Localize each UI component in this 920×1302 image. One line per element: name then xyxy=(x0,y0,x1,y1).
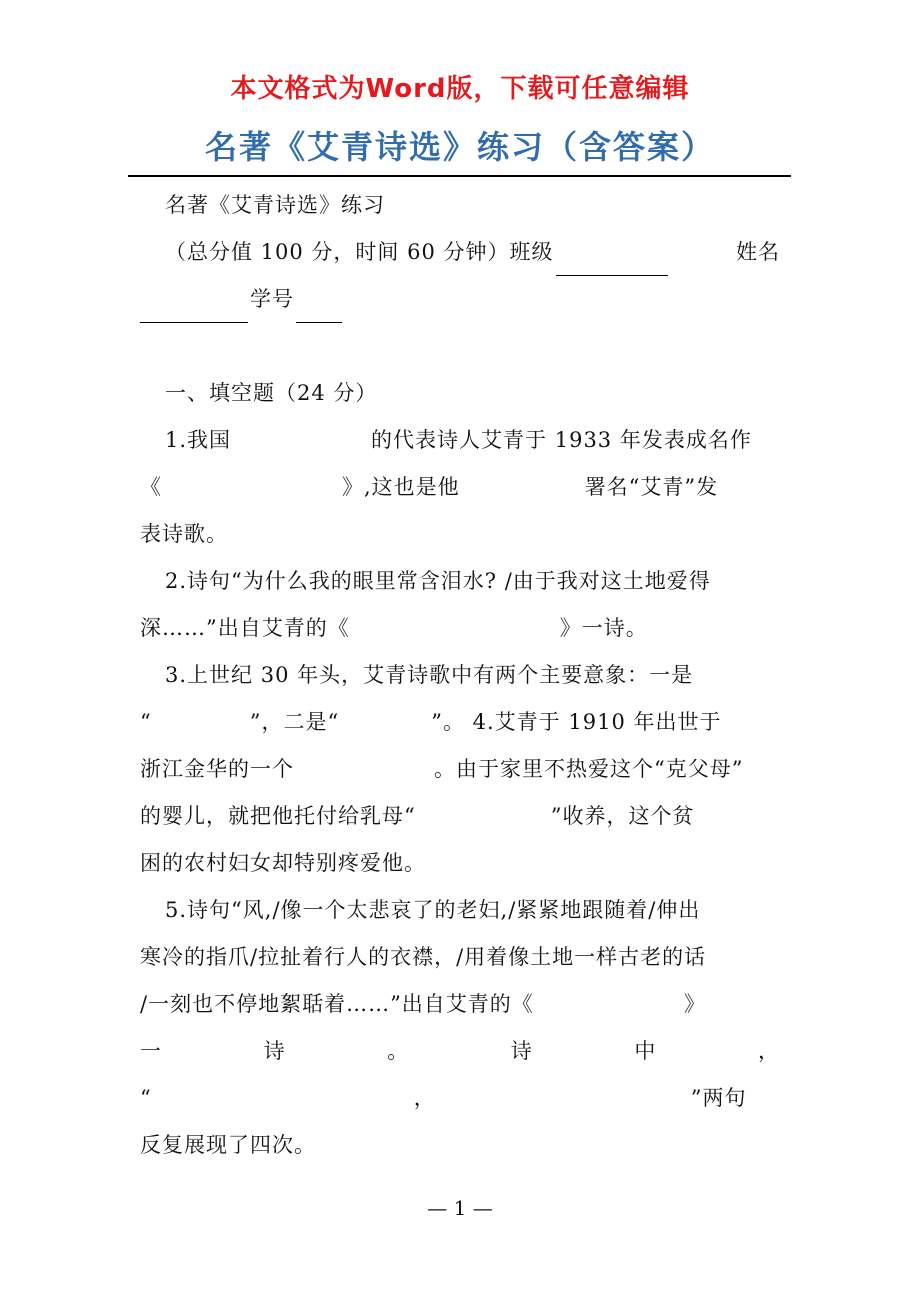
q3-text-a: “ xyxy=(140,710,152,734)
question-1-line-2 xyxy=(140,464,780,511)
q2-text-b: 》一诗。 xyxy=(559,616,648,640)
q5-word-6: ， xyxy=(757,1039,780,1063)
question-2-line-1: 2.诗句“为什么我的眼里常含泪水? /由于我对这土地爱得 xyxy=(165,569,711,593)
question-3-line-1: 3.上世纪 30 年头，艾青诗歌中有两个主要意象：一是 xyxy=(165,663,694,687)
page-number: — 1 — xyxy=(427,1196,493,1220)
q4-text-a: 浙江金华的一个 xyxy=(140,757,294,781)
question-4-line-3: 困的农村妇女却特别疼爱他。 xyxy=(140,851,426,875)
student-info-line xyxy=(140,276,780,323)
question-5-line-4 xyxy=(140,1028,780,1075)
name-label: 姓名 xyxy=(736,240,780,264)
question-4-line-2 xyxy=(140,793,780,840)
question-1-line-1 xyxy=(140,417,780,464)
document-body xyxy=(140,182,780,1169)
question-1-line-3: 表诗歌。 xyxy=(140,522,228,546)
name-blank[interactable] xyxy=(140,292,248,323)
q2-text-a: 深……”出自艾青的《 xyxy=(140,616,350,640)
question-5-line-5 xyxy=(140,1075,780,1122)
question-2-line-2 xyxy=(140,605,780,652)
exam-info-line xyxy=(140,229,780,276)
section-heading: 一、填空题（24 分） xyxy=(165,381,378,405)
student-id-label: 学号 xyxy=(250,287,294,311)
q5-word-4: 诗 xyxy=(510,1039,533,1063)
q5-text-e: ”两句 xyxy=(690,1086,747,1110)
q5-word-5: 中 xyxy=(634,1039,657,1063)
question-4-line-1 xyxy=(140,746,780,793)
question-5-line-2: 寒冷的指爪/拉扯着行人的衣襟，/用着像土地一样古老的话 xyxy=(140,945,707,969)
q1-text-e: 署名“艾青”发 xyxy=(584,475,719,499)
q5-text-a: /一刻也不停地絮聒着……”出自艾青的《 xyxy=(140,992,534,1016)
exercise-subtitle: 名著《艾青诗选》练习 xyxy=(165,193,385,217)
question-3-line-2 xyxy=(140,699,780,746)
q5-word-2: 诗 xyxy=(263,1039,286,1063)
q1-text-d: 》,这也是他 xyxy=(342,475,460,499)
q5-text-d: ， xyxy=(413,1086,436,1110)
exam-info-prefix: （总分值 100 分，时间 60 分钟）班级 xyxy=(165,240,554,264)
q5-word-3: 。 xyxy=(387,1039,410,1063)
q5-text-c: “ xyxy=(140,1086,152,1110)
document-title: 名著《艾青诗选》练习（含答案） xyxy=(204,128,715,166)
q5-text-b: 》 xyxy=(683,992,706,1016)
q3-text-b: ”，二是“ xyxy=(249,710,340,734)
q5-word-1: 一 xyxy=(140,1039,162,1063)
question-5-line-6: 反复展现了四次。 xyxy=(140,1133,316,1157)
q1-text-b: 的代表诗人艾青于 1933 年发表成名作 xyxy=(371,428,752,452)
q1-text-c: 《 xyxy=(140,475,162,499)
q3-text-c: ”。 4.艾青于 1910 年出世于 xyxy=(431,710,722,734)
format-notice-banner: 本文格式为Word版，下载可任意编辑 xyxy=(230,74,690,104)
class-blank[interactable] xyxy=(556,245,668,276)
title-divider xyxy=(128,175,791,177)
question-5-line-3 xyxy=(140,981,780,1028)
q4-text-d: ”收养，这个贫 xyxy=(550,804,695,828)
spacer xyxy=(140,323,780,370)
q1-text-a: 1.我国 xyxy=(165,428,232,452)
q4-text-b: 。由于家里不热爱这个“克父母” xyxy=(434,757,744,781)
question-5-line-1: 5.诗句“风,/像一个太悲哀了的老妇,/紧紧地跟随着/伸出 xyxy=(165,898,701,922)
exam-info-text xyxy=(165,229,670,276)
student-id-blank[interactable] xyxy=(296,292,342,323)
q4-text-c: 的婴儿，就把他托付给乳母“ xyxy=(140,804,416,828)
